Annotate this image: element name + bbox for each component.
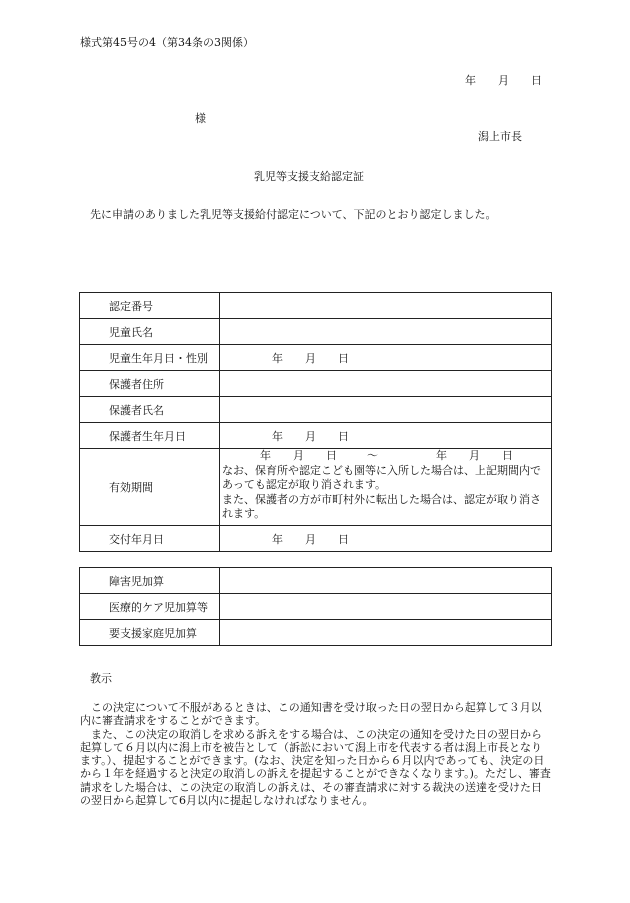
- table-row: [80, 594, 552, 620]
- day-label: 日: [338, 351, 349, 365]
- month-label: 月: [305, 429, 316, 443]
- from-month-label: 月: [293, 449, 304, 462]
- issue-date-label: 交付年月日: [80, 526, 220, 552]
- document-title: 乳児等支援支給認定証: [254, 170, 364, 183]
- date-year-label: 年: [465, 74, 476, 87]
- issue-date-header: [465, 72, 542, 88]
- guardian-birth-value: [220, 423, 552, 449]
- from-year-label: 年: [260, 449, 271, 462]
- notice-paragraph-lawsuit: また、この決定の取消しを求める訴えをする場合は、この決定の通知を受けた日の翌日から起算して６月以内に潟上市を被告として（訴訟において潟上市を代表する者は潟上市長となります。）、提起することができます。(なお、決定を知った日から６月以内であっても、決定の日から１年を経過すると決定の取消しの訴えを提起することができなくなります。)。ただし、審査請求をした場合は、この決定の取消しの訴えは、その審査請求に対する裁決の送達を受けた日の翌日から起算して6月以内に提起しなければなりません。: [80, 727, 551, 808]
- to-day-label: 日: [502, 449, 513, 462]
- from-day-label: 日: [326, 449, 337, 462]
- disability-addition-label: 障害児加算: [80, 568, 220, 594]
- issuer: 潟上市長: [478, 130, 522, 143]
- additions-table: [79, 567, 552, 646]
- support-family-addition-value: [220, 620, 552, 646]
- table-row: [80, 526, 552, 552]
- date-day-label: 日: [531, 74, 542, 87]
- table-row: [80, 293, 552, 319]
- form-number: 様式第45号の4（第34条の3関係）: [80, 36, 254, 49]
- notice-body: [80, 701, 552, 807]
- notice-paragraph-appeal: この決定について不服があるときは、この通知書を受け取った日の翌日から起算して３月以内に審査請求をすることができます。: [80, 701, 542, 728]
- to-year-label: 年: [436, 449, 447, 462]
- guardian-address-label: 保護者住所: [80, 371, 220, 397]
- month-label: 月: [305, 351, 316, 365]
- child-name-label: 児童氏名: [80, 319, 220, 345]
- table-row: [80, 423, 552, 449]
- medical-care-addition-value: [220, 594, 552, 620]
- medical-care-addition-label: 医療的ケア児加算等: [80, 594, 220, 620]
- year-label: 年: [272, 429, 283, 443]
- day-label: 日: [338, 532, 349, 546]
- table-row: [80, 568, 552, 594]
- validity-label: 有効期間: [80, 449, 220, 526]
- table-row: [80, 319, 552, 345]
- validity-note-relocation: また、保護者の方が市町村外に転出した場合は、認定が取り消されます。: [222, 492, 541, 520]
- disability-addition-value: [220, 568, 552, 594]
- addressee-suffix: 様: [195, 112, 206, 125]
- guardian-address-value: [220, 371, 552, 397]
- table-row: [80, 620, 552, 646]
- table-row: [80, 449, 552, 526]
- table-row: [80, 397, 552, 423]
- guardian-name-label: 保護者氏名: [80, 397, 220, 423]
- month-label: 月: [305, 532, 316, 546]
- table-row: [80, 345, 552, 371]
- child-birth-date-value: [220, 345, 552, 371]
- day-label: 日: [338, 429, 349, 443]
- range-tilde: ～: [367, 449, 378, 462]
- support-family-addition-label: 要支援家庭児加算: [80, 620, 220, 646]
- guardian-name-value: [220, 397, 552, 423]
- date-month-label: 月: [498, 74, 509, 87]
- validity-value: [220, 449, 552, 526]
- table-row: [80, 371, 552, 397]
- child-birth-sex-label: 児童生年月日・性別: [80, 345, 220, 371]
- issue-date-value: [220, 526, 552, 552]
- year-label: 年: [272, 351, 283, 365]
- validity-note-admission: なお、保育所や認定こども園等に入所した場合は、上記期間内であっても認定が取り消されます。: [222, 463, 541, 491]
- to-month-label: 月: [469, 449, 480, 462]
- certification-number-label: 認定番号: [80, 293, 220, 319]
- notice-heading: 教示: [90, 672, 112, 685]
- child-name-value: [220, 319, 552, 345]
- certification-table: [79, 292, 552, 552]
- certification-number-value: [220, 293, 552, 319]
- validity-range: [222, 449, 551, 464]
- intro-text: 先に申請のありました乳児等支援給付認定について、下記のとおり認定しました。: [90, 208, 497, 221]
- guardian-birth-label: 保護者生年月日: [80, 423, 220, 449]
- year-label: 年: [272, 532, 283, 546]
